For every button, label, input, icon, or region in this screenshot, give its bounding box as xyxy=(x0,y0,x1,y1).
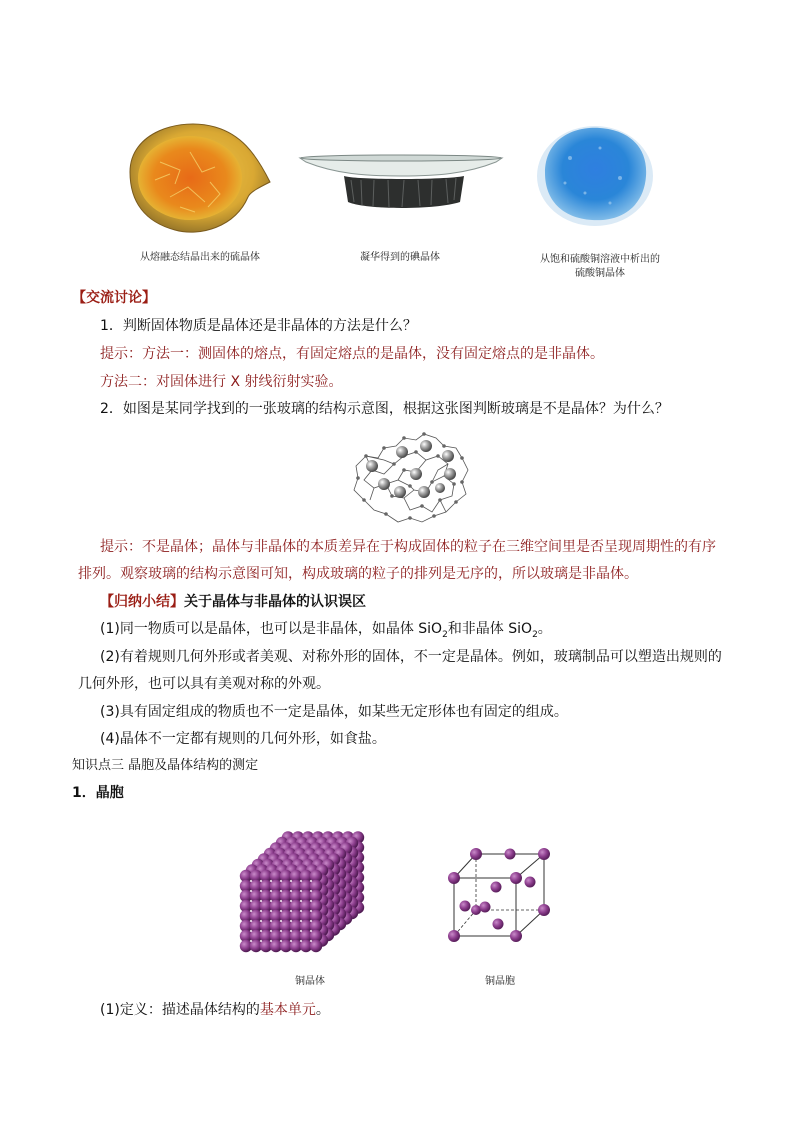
hint-2-line1: 提示：不是晶体；晶体与非晶体的本质差异在于构成固体的粒子在三维空间里是否呈现周期性的有序 xyxy=(100,539,716,555)
question-2: 2．如图是某同学找到的一张玻璃的结构示意图，根据这张图判断玻璃是不是晶体？为什么？ xyxy=(100,401,669,417)
hint-2-line2: 排列。观察玻璃的结构示意图可知，构成玻璃的粒子的排列是无序的，所以玻璃是非晶体。 xyxy=(78,566,638,582)
caption-copper-sulfate-1: 从饱和硫酸铜溶液中析出的 xyxy=(540,254,660,265)
caption-iodine: 凝华得到的碘晶体 xyxy=(360,252,440,263)
summary-item-2-line1: (2)有着规则几何外形或者美观、对称外形的固体，不一定是晶体。例如，玻璃制品可以塑造出规则的 xyxy=(100,649,722,665)
summary-item-1-end: 。 xyxy=(537,621,552,637)
section-3-subtitle: 1．晶胞 xyxy=(72,785,124,801)
copper-crystal-image xyxy=(230,818,390,968)
summary-label: 【归纳小结】 xyxy=(100,594,184,610)
copper-unit-cell-image xyxy=(440,842,560,952)
caption-copper-sulfate-2: 硫酸铜晶体 xyxy=(575,268,625,279)
sulfur-crystal-image xyxy=(120,112,280,242)
question-1: 1．判断固体物质是晶体还是非晶体的方法是什么？ xyxy=(100,318,417,334)
summary-item-4: (4)晶体不一定都有规则的几何外形，如食盐。 xyxy=(100,731,386,747)
caption-copper-crystal: 铜晶体 xyxy=(295,976,325,987)
copper-sulfate-crystal-image xyxy=(530,118,660,238)
caption-copper-unit-cell: 铜晶胞 xyxy=(485,976,515,987)
subscript-2: 2 xyxy=(532,629,538,640)
definition-end: 。 xyxy=(315,1002,330,1018)
hint-1b: 方法二：对固体进行 X 射线衍射实验。 xyxy=(100,374,343,390)
section-3-title: 知识点三 晶胞及晶体结构的测定 xyxy=(72,758,259,773)
summary-item-2-line2: 几何外形，也可以具有美观对称的外观。 xyxy=(78,676,330,692)
summary-title: 关于晶体与非晶体的认识误区 xyxy=(184,594,366,610)
summary-item-1-mid: 和非晶体 SiO xyxy=(447,621,533,637)
copper-atom xyxy=(310,940,322,952)
definition-prefix: (1)定义：描述晶体结构的 xyxy=(100,1002,260,1018)
definition-key-term: 基本单元 xyxy=(259,1002,316,1018)
glass-structure-diagram xyxy=(344,426,476,526)
summary-item-3: (3)具有固定组成的物质也不一定是晶体，如某些无定形体也有固定的组成。 xyxy=(100,704,568,720)
caption-sulfur: 从熔融态结晶出来的硫晶体 xyxy=(140,252,260,263)
subscript-2: 2 xyxy=(442,629,448,640)
hint-1: 提示：方法一：测固体的熔点，有固定熔点的是晶体，没有固定熔点的是非晶体。 xyxy=(100,346,604,362)
discussion-heading: 【交流讨论】 xyxy=(72,290,156,306)
summary-heading xyxy=(100,592,366,612)
summary-item-1-pre: (1)同一物质可以是晶体，也可以是非晶体，如晶体 SiO xyxy=(100,621,443,637)
iodine-crystal-image xyxy=(296,150,506,214)
definition-line xyxy=(100,1000,330,1020)
summary-item-1 xyxy=(100,619,552,645)
